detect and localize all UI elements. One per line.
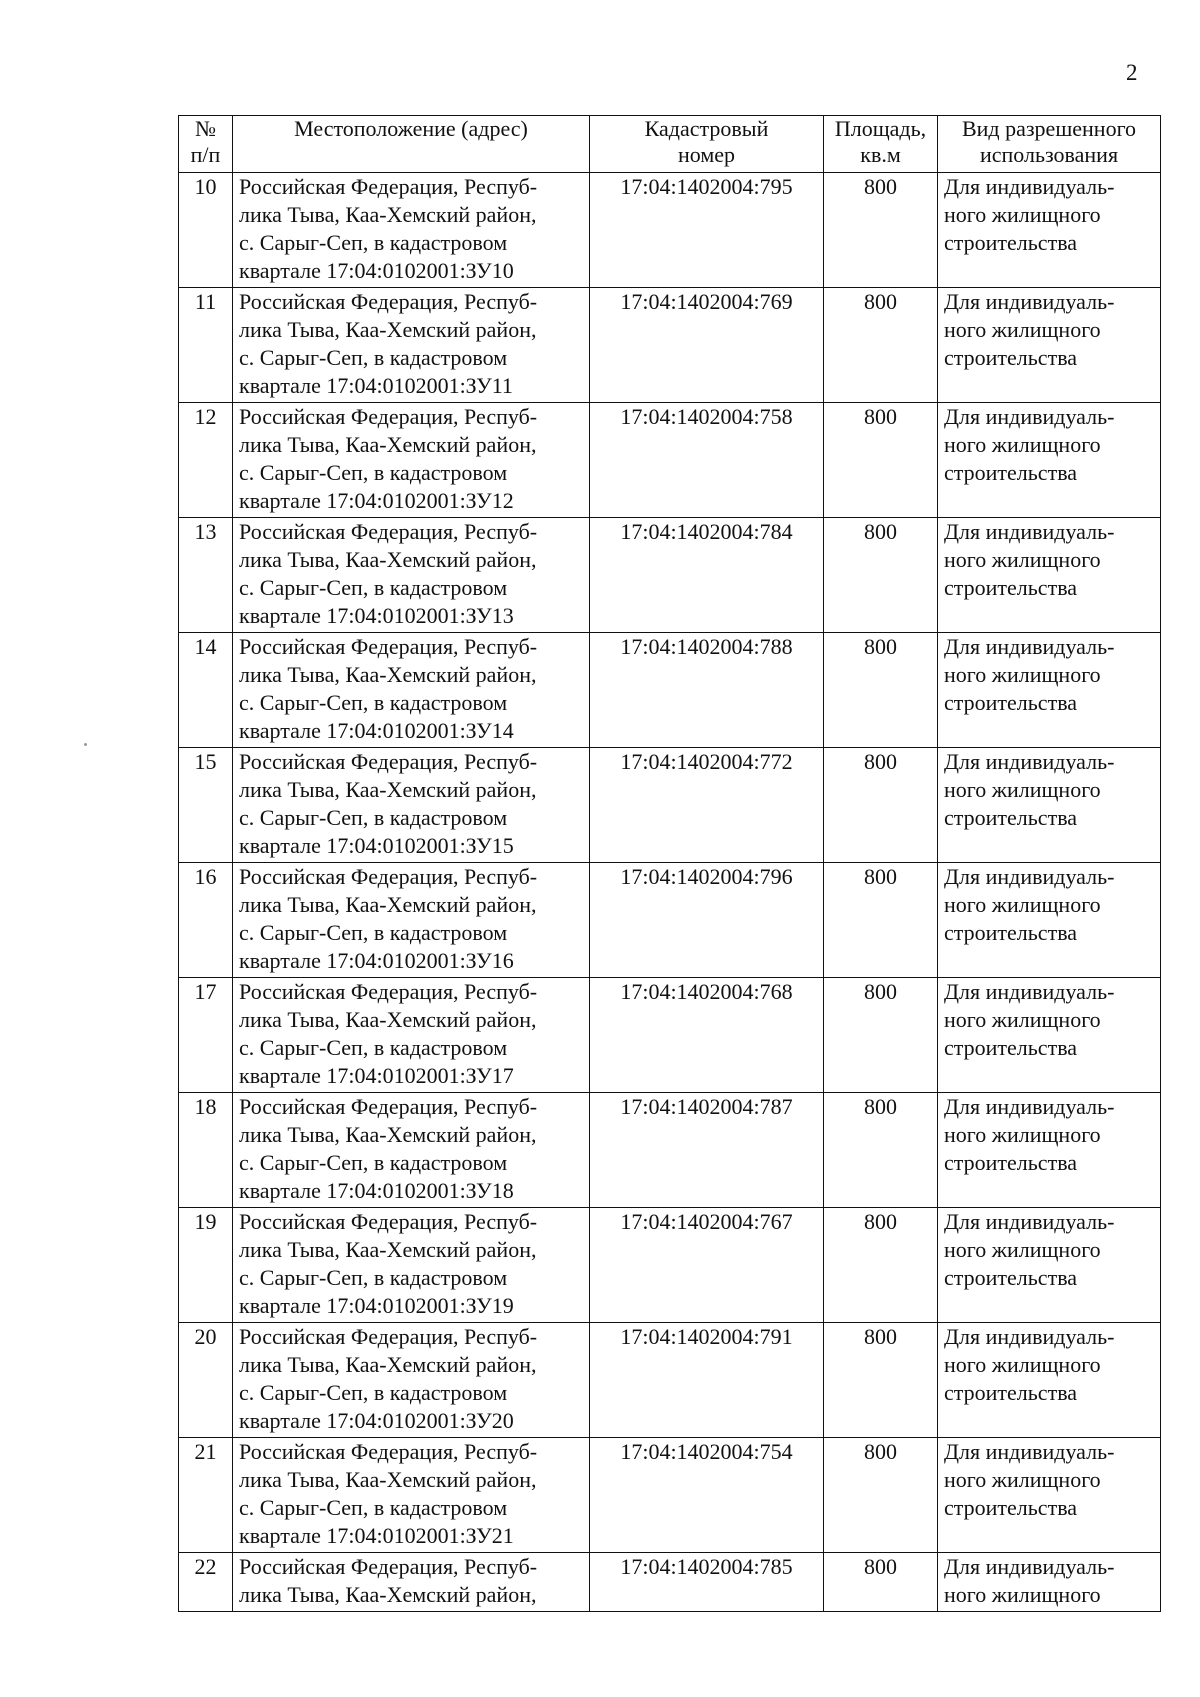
row-number-cell (179, 403, 233, 518)
area-value: 800 (864, 1094, 897, 1119)
row-number: 15 (194, 749, 217, 774)
area-cell (824, 1208, 938, 1323)
address-line: Российская Федерация, Респуб- (239, 1439, 538, 1464)
row-number-cell (179, 748, 233, 863)
address-line: квартале 17:04:0102001:ЗУ10 (239, 258, 514, 283)
area-cell (824, 288, 938, 403)
area-value: 800 (864, 519, 897, 544)
cadastral-number: 17:04:1402004:772 (620, 749, 793, 774)
table-row (179, 1093, 1161, 1208)
row-number-cell (179, 173, 233, 288)
row-number-cell (179, 288, 233, 403)
area-cell (824, 1553, 938, 1612)
area-value: 800 (864, 1209, 897, 1234)
permitted-use-cell (938, 633, 1161, 748)
address-line: лика Тыва, Каа-Хемский район, (239, 1352, 537, 1377)
permitted-use-cell (938, 288, 1161, 403)
area-cell (824, 403, 938, 518)
area-value: 800 (864, 174, 897, 199)
cadastral-cell (590, 978, 824, 1093)
table-row (179, 863, 1161, 978)
address-cell (233, 978, 590, 1093)
address-cell (233, 748, 590, 863)
address-line: лика Тыва, Каа-Хемский район, (239, 317, 537, 342)
area-cell (824, 978, 938, 1093)
row-number-cell (179, 1323, 233, 1438)
permitted-use-line: строительства (944, 575, 1078, 600)
address-line: Российская Федерация, Респуб- (239, 1554, 538, 1579)
permitted-use-line: строительства (944, 920, 1078, 945)
row-number-cell (179, 518, 233, 633)
address-cell (233, 1208, 590, 1323)
address-line: Российская Федерация, Респуб- (239, 289, 538, 314)
table-row (179, 518, 1161, 633)
permitted-use-cell (938, 1323, 1161, 1438)
permitted-use-line: строительства (944, 345, 1078, 370)
address-line: лика Тыва, Каа-Хемский район, (239, 1582, 537, 1607)
cadastral-cell (590, 288, 824, 403)
address-cell (233, 173, 590, 288)
address-line: квартале 17:04:0102001:ЗУ19 (239, 1293, 514, 1318)
table-header (179, 116, 1161, 173)
cadastral-number: 17:04:1402004:796 (620, 864, 793, 889)
permitted-use-line: ного жилищного (944, 1582, 1101, 1607)
address-line: квартале 17:04:0102001:ЗУ15 (239, 833, 514, 858)
header-area-line: кв.м (860, 142, 901, 167)
address-line: Российская Федерация, Респуб- (239, 519, 538, 544)
address-line: лика Тыва, Каа-Хемский район, (239, 1237, 537, 1262)
permitted-use-cell (938, 978, 1161, 1093)
permitted-use-line: ного жилищного (944, 777, 1101, 802)
area-cell (824, 1093, 938, 1208)
permitted-use-line: строительства (944, 1265, 1078, 1290)
permitted-use-line: Для индивидуаль- (944, 1209, 1115, 1234)
cadastral-number: 17:04:1402004:784 (620, 519, 793, 544)
address-line: с. Сарыг-Сеп, в кадастровом (239, 1265, 508, 1290)
address-line: с. Сарыг-Сеп, в кадастровом (239, 460, 508, 485)
address-line: Российская Федерация, Респуб- (239, 174, 538, 199)
cadastral-cell (590, 1323, 824, 1438)
address-line: квартале 17:04:0102001:ЗУ11 (239, 373, 513, 398)
address-line: квартале 17:04:0102001:ЗУ12 (239, 488, 514, 513)
permitted-use-line: Для индивидуаль- (944, 1554, 1115, 1579)
cadastral-number: 17:04:1402004:769 (620, 289, 793, 314)
cadastral-number: 17:04:1402004:785 (620, 1554, 793, 1579)
permitted-use-line: ного жилищного (944, 317, 1101, 342)
address-line: Российская Федерация, Респуб- (239, 749, 538, 774)
area-cell (824, 748, 938, 863)
permitted-use-line: строительства (944, 460, 1078, 485)
address-line: с. Сарыг-Сеп, в кадастровом (239, 575, 508, 600)
cadastral-number: 17:04:1402004:768 (620, 979, 793, 1004)
cadastral-cell (590, 863, 824, 978)
row-number: 14 (194, 634, 217, 659)
permitted-use-cell (938, 1438, 1161, 1553)
address-line: квартале 17:04:0102001:ЗУ20 (239, 1408, 514, 1433)
address-line: Российская Федерация, Респуб- (239, 1209, 538, 1234)
cadastral-cell (590, 1553, 824, 1612)
table-row (179, 748, 1161, 863)
row-number: 19 (194, 1209, 217, 1234)
cadastral-cell (590, 403, 824, 518)
table-body (179, 173, 1161, 1612)
area-value: 800 (864, 1439, 897, 1464)
permitted-use-line: ного жилищного (944, 202, 1101, 227)
header-use-line: использования (979, 142, 1119, 167)
table-row (179, 1208, 1161, 1323)
header-cadastral-line: номер (677, 142, 736, 167)
row-number: 21 (194, 1439, 217, 1464)
table-row (179, 403, 1161, 518)
area-value: 800 (864, 864, 897, 889)
address-line: квартале 17:04:0102001:ЗУ14 (239, 718, 514, 743)
address-line: квартале 17:04:0102001:ЗУ16 (239, 948, 514, 973)
address-line: с. Сарыг-Сеп, в кадастровом (239, 230, 508, 255)
header-address (233, 116, 590, 173)
table-row (179, 173, 1161, 288)
permitted-use-line: Для индивидуаль- (944, 519, 1115, 544)
cadastral-number: 17:04:1402004:758 (620, 404, 793, 429)
permitted-use-cell (938, 173, 1161, 288)
cadastral-cell (590, 173, 824, 288)
address-cell (233, 1323, 590, 1438)
address-line: лика Тыва, Каа-Хемский район, (239, 547, 537, 572)
land-plots-table (178, 115, 1161, 1612)
address-line: с. Сарыг-Сеп, в кадастровом (239, 1495, 508, 1520)
permitted-use-line: ного жилищного (944, 432, 1101, 457)
address-line: лика Тыва, Каа-Хемский район, (239, 892, 537, 917)
cadastral-number: 17:04:1402004:791 (620, 1324, 793, 1349)
header-num-line: № (195, 116, 216, 141)
permitted-use-cell (938, 1208, 1161, 1323)
area-value: 800 (864, 979, 897, 1004)
table-header-row (179, 116, 1161, 173)
header-cadastral (590, 116, 824, 173)
header-cadastral-line: Кадастровый (644, 116, 769, 141)
table-row (179, 1323, 1161, 1438)
header-address-line: Местоположение (адрес) (294, 116, 528, 141)
permitted-use-line: Для индивидуаль- (944, 864, 1115, 889)
header-num-line: п/п (190, 142, 221, 167)
area-value: 800 (864, 404, 897, 429)
address-line: квартале 17:04:0102001:ЗУ21 (239, 1523, 514, 1548)
table-row (179, 1438, 1161, 1553)
permitted-use-line: Для индивидуаль- (944, 174, 1115, 199)
row-number: 12 (194, 404, 217, 429)
permitted-use-line: ного жилищного (944, 1467, 1101, 1492)
address-line: квартале 17:04:0102001:ЗУ18 (239, 1178, 514, 1203)
area-value: 800 (864, 1554, 897, 1579)
address-line: Российская Федерация, Респуб- (239, 634, 538, 659)
address-cell (233, 403, 590, 518)
permitted-use-line: строительства (944, 1495, 1078, 1520)
row-number: 22 (194, 1554, 217, 1579)
permitted-use-cell (938, 518, 1161, 633)
address-line: лика Тыва, Каа-Хемский район, (239, 1122, 537, 1147)
area-cell (824, 1438, 938, 1553)
address-line: с. Сарыг-Сеп, в кадастровом (239, 1035, 508, 1060)
address-line: лика Тыва, Каа-Хемский район, (239, 777, 537, 802)
permitted-use-line: строительства (944, 1380, 1078, 1405)
row-number-cell (179, 1208, 233, 1323)
area-cell (824, 518, 938, 633)
permitted-use-cell (938, 1553, 1161, 1612)
permitted-use-line: Для индивидуаль- (944, 749, 1115, 774)
cadastral-number: 17:04:1402004:754 (620, 1439, 793, 1464)
header-area (824, 116, 938, 173)
header-area-line: Площадь, (834, 116, 927, 141)
address-line: Российская Федерация, Респуб- (239, 864, 538, 889)
address-line: лика Тыва, Каа-Хемский район, (239, 202, 537, 227)
table-row (179, 633, 1161, 748)
address-line: Российская Федерация, Респуб- (239, 1324, 538, 1349)
permitted-use-cell (938, 1093, 1161, 1208)
area-cell (824, 173, 938, 288)
row-number: 18 (194, 1094, 217, 1119)
address-cell (233, 518, 590, 633)
row-number: 11 (194, 289, 217, 314)
cadastral-cell (590, 1438, 824, 1553)
address-cell (233, 863, 590, 978)
row-number: 16 (194, 864, 217, 889)
scan-speck (84, 743, 87, 746)
address-cell (233, 288, 590, 403)
permitted-use-line: Для индивидуаль- (944, 634, 1115, 659)
address-line: с. Сарыг-Сеп, в кадастровом (239, 920, 508, 945)
address-line: Российская Федерация, Респуб- (239, 979, 538, 1004)
permitted-use-cell (938, 748, 1161, 863)
permitted-use-line: строительства (944, 1150, 1078, 1175)
area-value: 800 (864, 634, 897, 659)
cadastral-number: 17:04:1402004:767 (620, 1209, 793, 1234)
page-number: 2 (1126, 60, 1138, 85)
row-number: 13 (194, 519, 217, 544)
address-cell (233, 633, 590, 748)
header-num (179, 116, 233, 173)
permitted-use-line: ного жилищного (944, 1122, 1101, 1147)
table-row (179, 978, 1161, 1093)
cadastral-cell (590, 518, 824, 633)
permitted-use-line: ного жилищного (944, 547, 1101, 572)
address-line: лика Тыва, Каа-Хемский район, (239, 1467, 537, 1492)
area-value: 800 (864, 749, 897, 774)
permitted-use-line: ного жилищного (944, 1007, 1101, 1032)
row-number: 10 (194, 174, 217, 199)
address-line: с. Сарыг-Сеп, в кадастровом (239, 805, 508, 830)
address-line: квартале 17:04:0102001:ЗУ13 (239, 603, 514, 628)
address-line: с. Сарыг-Сеп, в кадастровом (239, 345, 508, 370)
address-line: с. Сарыг-Сеп, в кадастровом (239, 1150, 508, 1175)
permitted-use-line: строительства (944, 690, 1078, 715)
cadastral-cell (590, 633, 824, 748)
area-value: 800 (864, 289, 897, 314)
row-number-cell (179, 978, 233, 1093)
header-use-line: Вид разрешенного (961, 116, 1137, 141)
cadastral-number: 17:04:1402004:788 (620, 634, 793, 659)
address-cell (233, 1553, 590, 1612)
row-number: 20 (194, 1324, 217, 1349)
address-line: лика Тыва, Каа-Хемский район, (239, 662, 537, 687)
cadastral-cell (590, 1208, 824, 1323)
address-line: с. Сарыг-Сеп, в кадастровом (239, 1380, 508, 1405)
address-line: с. Сарыг-Сеп, в кадастровом (239, 690, 508, 715)
permitted-use-line: ного жилищного (944, 662, 1101, 687)
permitted-use-line: ного жилищного (944, 892, 1101, 917)
permitted-use-line: Для индивидуаль- (944, 979, 1115, 1004)
cadastral-cell (590, 1093, 824, 1208)
cadastral-number: 17:04:1402004:795 (620, 174, 793, 199)
address-line: квартале 17:04:0102001:ЗУ17 (239, 1063, 514, 1088)
area-cell (824, 633, 938, 748)
cadastral-cell (590, 748, 824, 863)
cadastral-number: 17:04:1402004:787 (620, 1094, 793, 1119)
permitted-use-line: ного жилищного (944, 1237, 1101, 1262)
area-cell (824, 1323, 938, 1438)
permitted-use-line: Для индивидуаль- (944, 1094, 1115, 1119)
table-row (179, 1553, 1161, 1612)
address-line: лика Тыва, Каа-Хемский район, (239, 432, 537, 457)
permitted-use-cell (938, 403, 1161, 518)
row-number: 17 (194, 979, 217, 1004)
address-cell (233, 1093, 590, 1208)
permitted-use-line: Для индивидуаль- (944, 404, 1115, 429)
permitted-use-line: Для индивидуаль- (944, 289, 1115, 314)
permitted-use-line: Для индивидуаль- (944, 1439, 1115, 1464)
address-line: лика Тыва, Каа-Хемский район, (239, 1007, 537, 1032)
row-number-cell (179, 1438, 233, 1553)
area-cell (824, 863, 938, 978)
permitted-use-line: ного жилищного (944, 1352, 1101, 1377)
permitted-use-line: Для индивидуаль- (944, 1324, 1115, 1349)
address-cell (233, 1438, 590, 1553)
address-line: Российская Федерация, Респуб- (239, 404, 538, 429)
header-use (938, 116, 1161, 173)
permitted-use-line: строительства (944, 805, 1078, 830)
row-number-cell (179, 633, 233, 748)
permitted-use-cell (938, 863, 1161, 978)
permitted-use-line: строительства (944, 1035, 1078, 1060)
row-number-cell (179, 863, 233, 978)
table-row (179, 288, 1161, 403)
address-line: Российская Федерация, Респуб- (239, 1094, 538, 1119)
permitted-use-line: строительства (944, 230, 1078, 255)
row-number-cell (179, 1553, 233, 1612)
row-number-cell (179, 1093, 233, 1208)
area-value: 800 (864, 1324, 897, 1349)
